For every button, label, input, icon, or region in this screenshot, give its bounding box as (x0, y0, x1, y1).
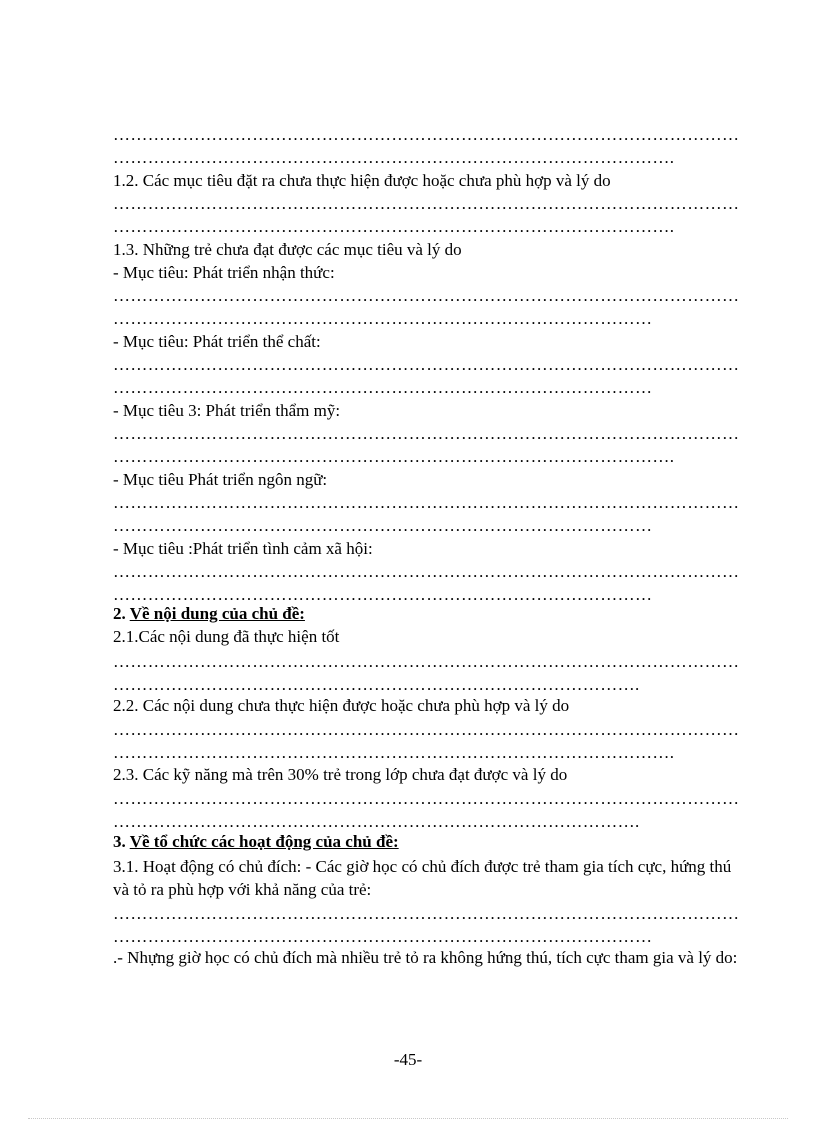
dotted-line: ……………………………………………………………………………………. (113, 743, 675, 762)
section-2-heading (113, 603, 305, 625)
section-2-title: Về nội dung của chủ đề: (129, 604, 305, 623)
dotted-line: ……………………………………………………………………………………………… (113, 286, 740, 305)
dotted-line: ………………………………………………………………………………… (113, 378, 653, 397)
section-3-title: Về tổ chức các hoạt động của chủ đề: (129, 832, 399, 851)
section-3-1-paragraph: 3.1. Hoạt động có chủ đích: - Các giờ học có chủ đích được trẻ tham gia tích cực, hứng thú và tỏ ra phù hợp với khả năng của trẻ: (113, 857, 732, 899)
dotted-line: ……………………………………………………………………………………………… (113, 355, 740, 374)
dotted-line: ……………………………………………………………………………………………… (113, 424, 740, 443)
dotted-line: ………………………………………………………………………………. (113, 812, 640, 831)
dotted-line: ……………………………………………………………………………………………… (113, 904, 740, 923)
dotted-line: ……………………………………………………………………………………………… (113, 562, 740, 581)
dotted-line: ……………………………………………………………………………………………… (113, 125, 740, 144)
section-1-3-heading: 1.3. Những trẻ chưa đạt được các mục tiêu và lý do (113, 240, 462, 259)
section-3-1-uninterested-paragraph: .- Nhựng giờ học có chủ đích mà nhiều trẻ tỏ ra không hứng thú, tích cực tham gia và lý do: (113, 948, 738, 967)
dotted-line: ………………………………………………………………………………… (113, 585, 653, 604)
dotted-line: ……………………………………………………………………………………. (113, 217, 675, 236)
goal-aesthetic-label: - Mục tiêu 3: Phát triển thẩm mỹ: (113, 401, 341, 420)
goal-language-label: - Mục tiêu Phát triển ngôn ngữ: (113, 470, 328, 489)
section-2-number: 2. (113, 604, 130, 623)
dotted-line: ………………………………………………………………………………… (113, 309, 653, 328)
dotted-line: ………………………………………………………………………………. (113, 675, 640, 694)
page-number: -45- (393, 1050, 423, 1069)
dotted-line: ……………………………………………………………………………………. (113, 447, 675, 466)
dotted-line: ……………………………………………………………………………………………… (113, 194, 740, 213)
goal-physical-label: - Mục tiêu: Phát triển thể chất: (113, 332, 321, 351)
goal-cognitive-label: - Mục tiêu: Phát triển nhận thức: (113, 263, 335, 282)
goal-social-label: - Mục tiêu :Phát triển tình cảm xã hội: (113, 539, 373, 558)
section-3-heading (113, 831, 399, 853)
dotted-line: ……………………………………………………………………………………………… (113, 493, 740, 512)
dotted-line: ………………………………………………………………………………… (113, 927, 653, 946)
dotted-line: ……………………………………………………………………………………………… (113, 720, 740, 739)
section-2-1-heading: 2.1.Các nội dung đã thực hiện tốt (113, 627, 340, 646)
dotted-line: ……………………………………………………………………………………………… (113, 789, 740, 808)
section-3-number: 3. (113, 832, 130, 851)
section-1-2-heading: 1.2. Các mục tiêu đặt ra chưa thực hiện được hoặc chưa phù hợp và lý do (113, 171, 611, 190)
section-2-3-heading: 2.3. Các kỹ năng mà trên 30% trẻ trong lớp chưa đạt được và lý do (113, 765, 568, 784)
dotted-line: ……………………………………………………………………………………. (113, 148, 675, 167)
section-2-2-heading: 2.2. Các nội dung chưa thực hiện được hoặc chưa phù hợp và lý do (113, 696, 570, 715)
bottom-dotted-rule (28, 1118, 788, 1119)
dotted-line: ……………………………………………………………………………………………… (113, 652, 740, 671)
dotted-line: ………………………………………………………………………………… (113, 516, 653, 535)
